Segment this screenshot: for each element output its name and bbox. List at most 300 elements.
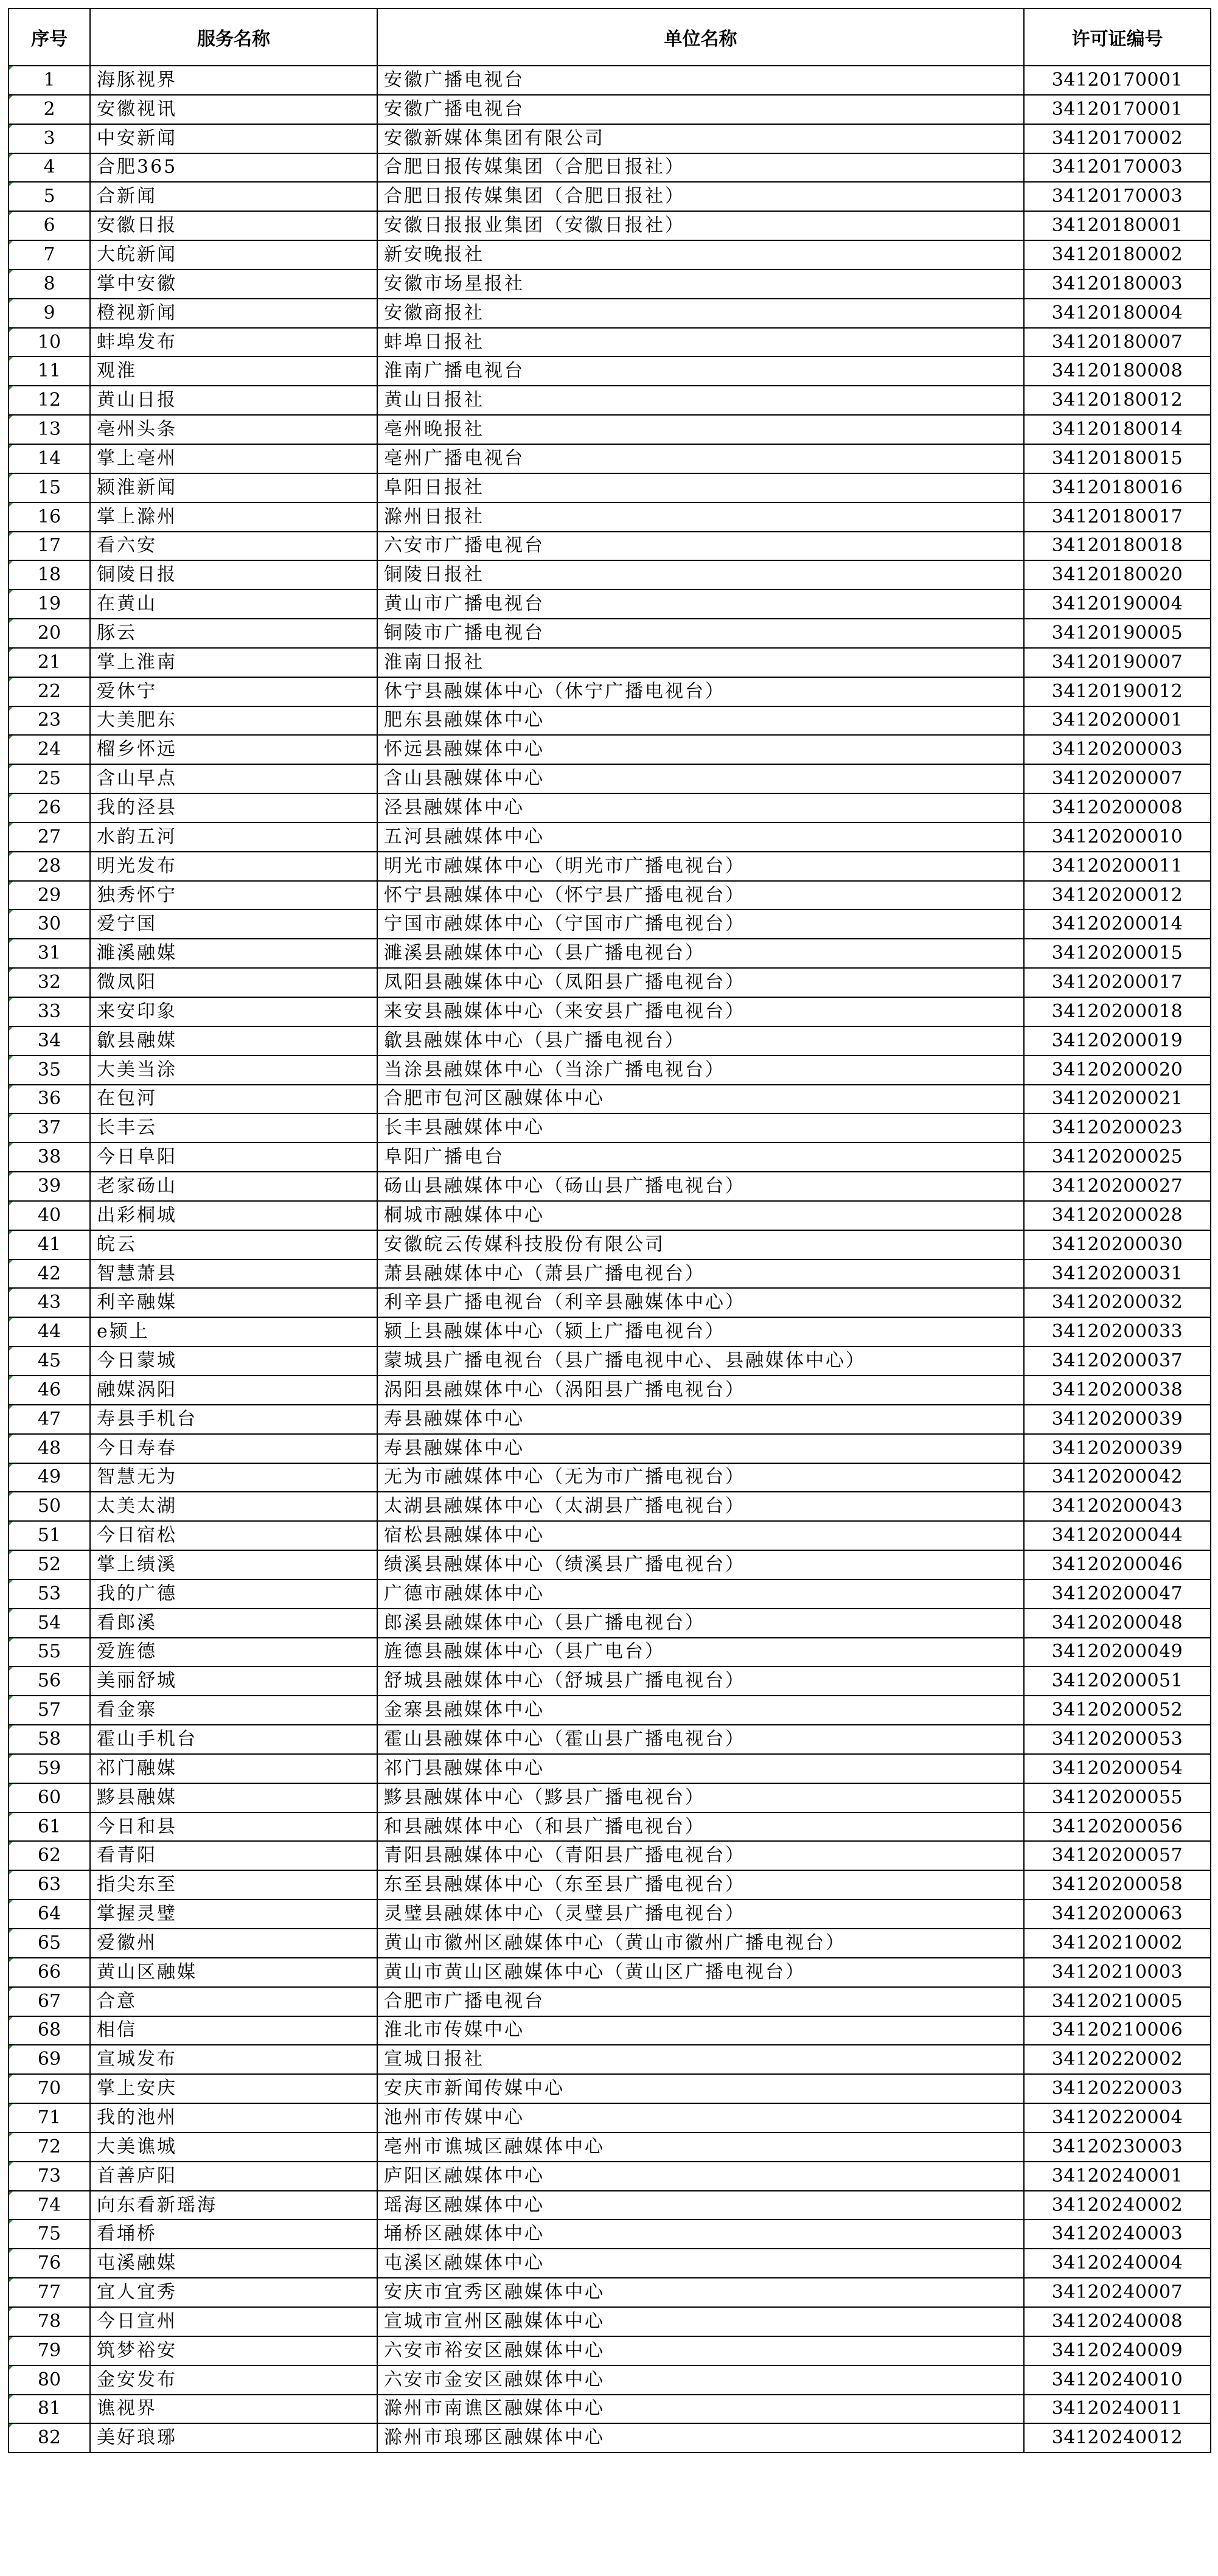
table-row	[9, 1405, 1211, 1434]
cell-marker-icon	[9, 2045, 13, 2049]
cell-marker-icon	[9, 1056, 13, 1060]
license-number-cell: 34120210002	[1024, 1929, 1211, 1958]
row-index: 79	[37, 2339, 61, 2361]
organization-name-cell: 宣城日报社	[377, 2045, 1024, 2074]
table-row	[9, 1899, 1211, 1929]
table-row	[9, 1550, 1211, 1579]
table-row	[9, 1346, 1211, 1376]
table-row	[9, 2132, 1211, 2162]
row-index: 58	[37, 1728, 61, 1750]
table-row	[9, 1085, 1211, 1114]
license-number-cell: 34120200038	[1024, 1376, 1211, 1405]
row-index: 55	[37, 1641, 61, 1663]
license-number-cell: 34120200014	[1024, 910, 1211, 939]
license-number-cell: 34120200063	[1024, 1899, 1211, 1929]
organization-name-cell: 肥东县融媒体中心	[377, 706, 1024, 736]
row-index-cell	[9, 95, 90, 124]
table-row	[9, 1521, 1211, 1550]
header-row	[9, 9, 1211, 66]
table-row	[9, 328, 1211, 357]
table-row	[9, 1579, 1211, 1609]
service-name-cell: 黟县融媒	[90, 1783, 377, 1812]
row-index-cell	[9, 2074, 90, 2103]
cell-marker-icon	[9, 736, 13, 739]
row-index-cell	[9, 532, 90, 561]
row-index: 38	[37, 1146, 61, 1168]
license-number-cell: 34120200053	[1024, 1725, 1211, 1754]
organization-name-cell: 东至县融媒体中心（东至县广播电视台）	[377, 1870, 1024, 1899]
row-index: 53	[37, 1582, 61, 1604]
row-index: 14	[37, 447, 61, 469]
service-name-cell: 在黄山	[90, 590, 377, 619]
row-index: 9	[43, 302, 55, 324]
license-table	[8, 8, 1211, 2453]
row-index-cell	[9, 444, 90, 473]
cell-marker-icon	[9, 1667, 13, 1671]
license-number-cell: 34120200028	[1024, 1201, 1211, 1230]
row-index-cell	[9, 2249, 90, 2278]
table-row	[9, 1841, 1211, 1870]
row-index: 52	[37, 1553, 61, 1575]
service-name-cell: 今日宣州	[90, 2307, 377, 2336]
table-row	[9, 1317, 1211, 1346]
service-name-cell: 颍淮新闻	[90, 473, 377, 503]
table-row	[9, 2016, 1211, 2045]
row-index-cell	[9, 211, 90, 240]
row-index: 4	[43, 156, 55, 178]
table-row	[9, 1201, 1211, 1230]
table-row	[9, 1056, 1211, 1085]
organization-name-cell: 泾县融媒体中心	[377, 793, 1024, 823]
service-name-cell: 爱宁国	[90, 910, 377, 939]
table-row	[9, 270, 1211, 299]
service-name-cell: 屯溪融媒	[90, 2249, 377, 2278]
service-name-cell: 太美太湖	[90, 1492, 377, 1521]
organization-name-cell: 青阳县融媒体中心（青阳县广播电视台）	[377, 1841, 1024, 1870]
row-index: 18	[37, 564, 61, 586]
organization-name-cell: 五河县融媒体中心	[377, 823, 1024, 852]
organization-name-cell: 安徽皖云传媒科技股份有限公司	[377, 1230, 1024, 1259]
cell-marker-icon	[9, 939, 13, 943]
row-index-cell	[9, 386, 90, 415]
row-index-cell	[9, 1550, 90, 1579]
cell-marker-icon	[9, 154, 13, 158]
cell-marker-icon	[9, 1988, 13, 1991]
organization-name-cell: 和县融媒体中心（和县广播电视台）	[377, 1812, 1024, 1842]
organization-name-cell: 埇桥区融媒体中心	[377, 2219, 1024, 2249]
service-name-cell: 谯视界	[90, 2395, 377, 2424]
row-index-cell	[9, 2191, 90, 2220]
row-index: 43	[37, 1292, 61, 1314]
row-index: 31	[37, 942, 61, 964]
service-name-cell: 爱休宁	[90, 677, 377, 706]
row-index: 28	[37, 855, 61, 877]
service-name-cell: 金安发布	[90, 2365, 377, 2395]
license-number-cell: 34120220004	[1024, 2103, 1211, 2132]
row-index: 34	[37, 1029, 61, 1051]
row-index-cell	[9, 503, 90, 532]
row-index-cell	[9, 1638, 90, 1667]
table-row	[9, 182, 1211, 211]
license-number-cell: 34120200046	[1024, 1550, 1211, 1579]
table-row	[9, 2278, 1211, 2307]
row-index-cell	[9, 2016, 90, 2045]
organization-name-cell: 屯溪区融媒体中心	[377, 2249, 1024, 2278]
license-number-cell: 34120200052	[1024, 1696, 1211, 1725]
service-name-cell: 歙县融媒	[90, 1026, 377, 1056]
row-index: 37	[37, 1117, 61, 1139]
license-number-cell: 34120240008	[1024, 2307, 1211, 2336]
license-number-cell: 34120200007	[1024, 764, 1211, 793]
license-number-cell: 34120170002	[1024, 124, 1211, 153]
row-index: 61	[37, 1815, 61, 1837]
table-row	[9, 1230, 1211, 1259]
row-index-cell	[9, 1929, 90, 1958]
service-name-cell: 合肥365	[90, 153, 377, 183]
organization-name-cell: 绩溪县融媒体中心（绩溪县广播电视台）	[377, 1550, 1024, 1579]
row-index: 50	[37, 1495, 61, 1517]
row-index-cell	[9, 910, 90, 939]
organization-name-cell: 淮南广播电视台	[377, 357, 1024, 386]
service-name-cell: 看六安	[90, 532, 377, 561]
row-index: 47	[37, 1408, 61, 1430]
table-row	[9, 823, 1211, 852]
table-row	[9, 2395, 1211, 2424]
row-index: 74	[37, 2194, 61, 2216]
cell-marker-icon	[9, 794, 13, 798]
table-row	[9, 1929, 1211, 1958]
organization-name-cell: 砀山县融媒体中心（砀山县广播电视台）	[377, 1172, 1024, 1201]
table-row	[9, 1172, 1211, 1201]
cell-marker-icon	[9, 2017, 13, 2021]
organization-name-cell: 旌德县融媒体中心（县广电台）	[377, 1638, 1024, 1667]
service-name-cell: 观淮	[90, 357, 377, 386]
row-index-cell	[9, 415, 90, 444]
row-index-cell	[9, 357, 90, 386]
row-index: 45	[37, 1350, 61, 1372]
license-number-cell: 34120200018	[1024, 997, 1211, 1026]
license-number-cell: 34120200008	[1024, 793, 1211, 823]
organization-name-cell: 铜陵市广播电视台	[377, 619, 1024, 648]
service-name-cell: 蚌埠发布	[90, 328, 377, 357]
row-index-cell	[9, 1288, 90, 1317]
table-row	[9, 560, 1211, 590]
service-name-cell: 我的池州	[90, 2103, 377, 2132]
license-number-cell: 34120200023	[1024, 1113, 1211, 1143]
cell-marker-icon	[9, 66, 13, 70]
organization-name-cell: 六安市裕安区融媒体中心	[377, 2336, 1024, 2365]
row-index-cell	[9, 1143, 90, 1172]
row-index-cell	[9, 1812, 90, 1842]
cell-marker-icon	[9, 386, 13, 390]
license-number-cell: 34120220003	[1024, 2074, 1211, 2103]
row-index: 46	[37, 1379, 61, 1401]
row-index-cell	[9, 706, 90, 736]
service-name-cell: 掌上滁州	[90, 503, 377, 532]
table-row	[9, 2365, 1211, 2395]
license-number-cell: 34120240010	[1024, 2365, 1211, 2395]
organization-name-cell: 金寨县融媒体中心	[377, 1696, 1024, 1725]
row-index: 30	[37, 913, 61, 935]
row-index: 33	[37, 1000, 61, 1022]
table-row	[9, 1958, 1211, 1987]
license-number-cell: 34120200048	[1024, 1609, 1211, 1638]
table-row	[9, 1725, 1211, 1754]
row-index-cell	[9, 1230, 90, 1259]
row-index: 39	[37, 1175, 61, 1197]
license-number-cell: 34120180012	[1024, 386, 1211, 415]
row-index-cell	[9, 793, 90, 823]
table-row	[9, 415, 1211, 444]
cell-marker-icon	[9, 1696, 13, 1700]
service-name-cell: 大美当涂	[90, 1056, 377, 1085]
table-row	[9, 532, 1211, 561]
row-index-cell	[9, 1841, 90, 1870]
table-row	[9, 2162, 1211, 2191]
service-name-cell: 独秀怀宁	[90, 881, 377, 910]
row-index-cell	[9, 1783, 90, 1812]
organization-name-cell: 郎溪县融媒体中心（县广播电视台）	[377, 1609, 1024, 1638]
service-name-cell: 相信	[90, 2016, 377, 2045]
cell-marker-icon	[9, 241, 13, 245]
row-index-cell	[9, 153, 90, 183]
organization-name-cell: 无为市融媒体中心（无为市广播电视台）	[377, 1463, 1024, 1492]
cell-marker-icon	[9, 1871, 13, 1875]
table-row	[9, 1754, 1211, 1783]
row-index: 51	[37, 1525, 61, 1547]
organization-name-cell: 灵璧县融媒体中心（灵璧县广播电视台）	[377, 1899, 1024, 1929]
row-index: 19	[37, 593, 61, 615]
row-index: 63	[37, 1874, 61, 1896]
license-number-cell: 34120180018	[1024, 532, 1211, 561]
license-number-cell: 34120240001	[1024, 2162, 1211, 2191]
row-index: 57	[37, 1699, 61, 1721]
organization-name-cell: 庐阳区融媒体中心	[377, 2162, 1024, 2191]
table-row	[9, 211, 1211, 240]
organization-name-cell: 铜陵日报社	[377, 560, 1024, 590]
table-row	[9, 2219, 1211, 2249]
organization-name-cell: 淮北市传媒中心	[377, 2016, 1024, 2045]
cell-marker-icon	[9, 1318, 13, 1321]
license-number-cell: 34120200025	[1024, 1143, 1211, 1172]
license-number-cell: 34120180001	[1024, 211, 1211, 240]
table-row	[9, 153, 1211, 183]
table-row	[9, 1609, 1211, 1638]
organization-name-cell: 安徽广播电视台	[377, 95, 1024, 124]
row-index-cell	[9, 1492, 90, 1521]
cell-marker-icon	[9, 445, 13, 448]
table-row	[9, 386, 1211, 415]
organization-name-cell: 安徽商报社	[377, 299, 1024, 328]
row-index: 72	[37, 2136, 61, 2157]
license-number-cell: 34120210003	[1024, 1958, 1211, 1987]
row-index-cell	[9, 648, 90, 677]
row-index: 81	[37, 2398, 61, 2420]
service-name-cell: 长丰云	[90, 1113, 377, 1143]
license-number-cell: 34120210005	[1024, 1987, 1211, 2016]
table-row	[9, 124, 1211, 153]
row-index: 41	[37, 1233, 61, 1255]
row-index-cell	[9, 2045, 90, 2074]
license-number-cell: 34120200039	[1024, 1434, 1211, 1463]
row-index: 54	[37, 1612, 61, 1634]
row-index-cell	[9, 2307, 90, 2336]
cell-marker-icon	[9, 1172, 13, 1176]
cell-marker-icon	[9, 1143, 13, 1147]
license-number-cell: 34120200055	[1024, 1783, 1211, 1812]
cell-marker-icon	[9, 2278, 13, 2282]
license-number-cell: 34120200033	[1024, 1317, 1211, 1346]
organization-name-cell: 合肥市广播电视台	[377, 1987, 1024, 2016]
service-name-cell: 今日宿松	[90, 1521, 377, 1550]
license-number-cell: 34120190004	[1024, 590, 1211, 619]
row-index-cell	[9, 1317, 90, 1346]
row-index-cell	[9, 1201, 90, 1230]
row-index-cell	[9, 1666, 90, 1696]
organization-name-cell: 祁门县融媒体中心	[377, 1754, 1024, 1783]
service-name-cell: 掌中安徽	[90, 270, 377, 299]
row-index-cell	[9, 1725, 90, 1754]
row-index: 11	[37, 360, 61, 382]
row-index-cell	[9, 1987, 90, 2016]
header-license-number: 许可证编号	[1024, 9, 1211, 66]
service-name-cell: 掌握灵璧	[90, 1899, 377, 1929]
service-name-cell: 宣城发布	[90, 2045, 377, 2074]
table-row	[9, 95, 1211, 124]
license-number-cell: 34120170003	[1024, 153, 1211, 183]
row-index-cell	[9, 1609, 90, 1638]
table-row	[9, 881, 1211, 910]
cell-marker-icon	[9, 532, 13, 536]
table-row	[9, 503, 1211, 532]
row-index: 70	[37, 2078, 61, 2100]
row-index: 64	[37, 1903, 61, 1925]
service-name-cell: e颍上	[90, 1317, 377, 1346]
license-number-cell: 34120180014	[1024, 415, 1211, 444]
service-name-cell: 美好琅琊	[90, 2423, 377, 2452]
service-name-cell: 看郎溪	[90, 1609, 377, 1638]
service-name-cell: 中安新闻	[90, 124, 377, 153]
cell-marker-icon	[9, 270, 13, 274]
row-index: 25	[37, 768, 61, 790]
license-number-cell: 34120200031	[1024, 1259, 1211, 1289]
row-index-cell	[9, 270, 90, 299]
row-index-cell	[9, 1056, 90, 1085]
license-number-cell: 34120200015	[1024, 939, 1211, 968]
organization-name-cell: 太湖县融媒体中心（太湖县广播电视台）	[377, 1492, 1024, 1521]
organization-name-cell: 黄山日报社	[377, 386, 1024, 415]
cell-marker-icon	[9, 1551, 13, 1554]
cell-marker-icon	[9, 1492, 13, 1496]
service-name-cell: 合意	[90, 1987, 377, 2016]
table-row	[9, 764, 1211, 793]
cell-marker-icon	[9, 2104, 13, 2108]
table-row	[9, 2336, 1211, 2365]
license-number-cell: 34120230003	[1024, 2132, 1211, 2162]
row-index-cell	[9, 1026, 90, 1056]
organization-name-cell: 合肥日报传媒集团（合肥日报社）	[377, 153, 1024, 183]
organization-name-cell: 阜阳广播电台	[377, 1143, 1024, 1172]
row-index-cell	[9, 1376, 90, 1405]
table-row	[9, 590, 1211, 619]
table-row	[9, 793, 1211, 823]
row-index: 29	[37, 884, 61, 906]
organization-name-cell: 安徽广播电视台	[377, 66, 1024, 95]
cell-marker-icon	[9, 2308, 13, 2311]
table-row	[9, 1696, 1211, 1725]
table-row	[9, 1812, 1211, 1842]
row-index-cell	[9, 735, 90, 764]
cell-marker-icon	[9, 590, 13, 594]
cell-marker-icon	[9, 1784, 13, 1788]
cell-marker-icon	[9, 2220, 13, 2224]
row-index-cell	[9, 1696, 90, 1725]
organization-name-cell: 萧县融媒体中心（萧县广播电视台）	[377, 1259, 1024, 1289]
table-row	[9, 706, 1211, 736]
table-row	[9, 1434, 1211, 1463]
table-row	[9, 1987, 1211, 2016]
cell-marker-icon	[9, 1900, 13, 1904]
row-index-cell	[9, 1463, 90, 1492]
row-index-cell	[9, 66, 90, 95]
license-number-cell: 34120200030	[1024, 1230, 1211, 1259]
cell-marker-icon	[9, 1289, 13, 1292]
organization-name-cell: 滁州市南谯区融媒体中心	[377, 2395, 1024, 2424]
row-index: 22	[37, 680, 61, 702]
row-index-cell	[9, 473, 90, 503]
cell-marker-icon	[9, 707, 13, 711]
license-number-cell: 34120200020	[1024, 1056, 1211, 1085]
service-name-cell: 皖云	[90, 1230, 377, 1259]
license-number-cell: 34120170001	[1024, 66, 1211, 95]
row-index: 24	[37, 739, 61, 761]
organization-name-cell: 安徽日报报业集团（安徽日报社）	[377, 211, 1024, 240]
row-index: 60	[37, 1786, 61, 1808]
service-name-cell: 美丽舒城	[90, 1666, 377, 1696]
organization-name-cell: 池州市传媒中心	[377, 2103, 1024, 2132]
license-number-cell: 34120240011	[1024, 2395, 1211, 2424]
service-name-cell: 智慧萧县	[90, 1259, 377, 1289]
row-index: 62	[37, 1845, 61, 1867]
row-index: 65	[37, 1932, 61, 1954]
license-number-cell: 34120240007	[1024, 2278, 1211, 2307]
organization-name-cell: 新安晚报社	[377, 240, 1024, 270]
license-number-cell: 34120200011	[1024, 852, 1211, 881]
service-name-cell: 合新闻	[90, 182, 377, 211]
row-index-cell	[9, 852, 90, 881]
organization-name-cell: 广德市融媒体中心	[377, 1579, 1024, 1609]
cell-marker-icon	[9, 125, 13, 128]
cell-marker-icon	[9, 1958, 13, 1962]
cell-marker-icon	[9, 1231, 13, 1234]
organization-name-cell: 滁州日报社	[377, 503, 1024, 532]
table-row	[9, 1638, 1211, 1667]
service-name-cell: 海豚视界	[90, 66, 377, 95]
cell-marker-icon	[9, 2162, 13, 2166]
license-number-cell: 34120200051	[1024, 1666, 1211, 1696]
organization-name-cell: 濉溪县融媒体中心（县广播电视台）	[377, 939, 1024, 968]
cell-marker-icon	[9, 998, 13, 1001]
license-number-cell: 34120240009	[1024, 2336, 1211, 2365]
organization-name-cell: 长丰县融媒体中心	[377, 1113, 1024, 1143]
cell-marker-icon	[9, 474, 13, 478]
organization-name-cell: 黄山市广播电视台	[377, 590, 1024, 619]
service-name-cell: 微凤阳	[90, 968, 377, 997]
row-index-cell	[9, 124, 90, 153]
service-name-cell: 今日阜阳	[90, 1143, 377, 1172]
cell-marker-icon	[9, 2424, 13, 2428]
table-row	[9, 444, 1211, 473]
